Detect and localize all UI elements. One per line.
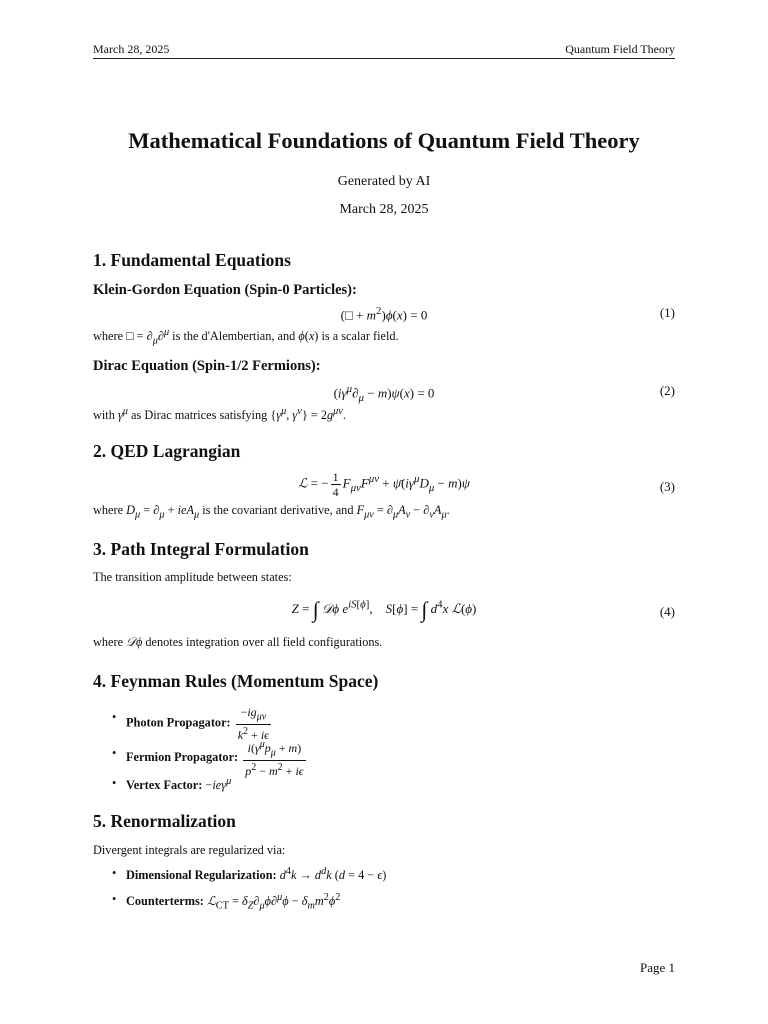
klein-gordon-heading: Klein-Gordon Equation (Spin-0 Particles): — [93, 282, 357, 298]
header-topic: Quantum Field Theory — [565, 42, 675, 56]
section-4-heading: 4. Feynman Rules (Momentum Space) — [93, 671, 379, 691]
section-2-heading: 2. QED Lagrangian — [93, 441, 241, 461]
paper-title: Mathematical Foundations of Quantum Field Theory — [128, 128, 640, 153]
equation-number: (1) — [659, 305, 675, 320]
kg-explanation: where □ = $\partial_\mu\partial^\mu$ is the d'Alembertian, and ϕ(x) is a scalar field. — [93, 327, 399, 347]
dirac-heading: Dirac Equation (Spin-1/2 Fermions): — [93, 358, 321, 374]
qed-explanation: where $D_\mu = \partial_\mu + ieA_\mu$ is the covariant derivative, and $F_{\mu\nu} = \partial_\mu A_\nu - \partial_\nu A_\mu$. — [93, 503, 450, 521]
section-5-heading: 5. Renormalization — [93, 811, 236, 831]
page-number: Page 1 — [639, 960, 675, 975]
counterterms-label: Counterterms: — [126, 894, 204, 909]
renormalization-intro: Divergent integrals are regularized via: — [93, 843, 286, 857]
dirac-explanation: with $\gamma^\mu$ as Dirac matrices satisfying {$\gamma^\mu$, $\gamma^\nu\} = 2g^{\mu\nu}$. — [93, 406, 346, 423]
equation-4: Z = ∫ 𝒟ϕ $e^{iS[\phi]}$, S[ϕ] = ∫ $d^4x$ ℒ(ϕ) (4) — [291, 597, 675, 622]
path-integral-explanation: where 𝒟ϕ denotes integration over all field configurations. — [93, 635, 383, 649]
vertex-factor-label: Vertex Factor: — [126, 778, 203, 793]
paper-date: March 28, 2025 — [339, 202, 429, 217]
section-3-heading: 3. Path Integral Formulation — [93, 539, 309, 559]
equation-number: (4) — [659, 604, 675, 619]
photon-propagator-label: Photon Propagator: — [126, 715, 231, 730]
section-1-heading: 1. Fundamental Equations — [93, 250, 291, 270]
paper-author: Generated by AI — [337, 174, 431, 189]
equation-number: (2) — [659, 383, 675, 398]
fermion-propagator-label: Fermion Propagator: — [126, 750, 239, 765]
equation-number: (3) — [659, 479, 675, 494]
equation-3: ℒ = − $\frac{1}{4}$ $F_{\mu\nu}F^{\mu\nu}$ + $\psī(i\gamma^\mu D_\mu - m)\psi$ (3) — [298, 470, 675, 499]
dimreg-label: Dimensional Regularization: — [126, 868, 277, 883]
path-integral-intro: The transition amplitude between states: — [93, 570, 292, 584]
header-date: March 28, 2025 — [93, 42, 170, 56]
running-header — [93, 40, 675, 59]
